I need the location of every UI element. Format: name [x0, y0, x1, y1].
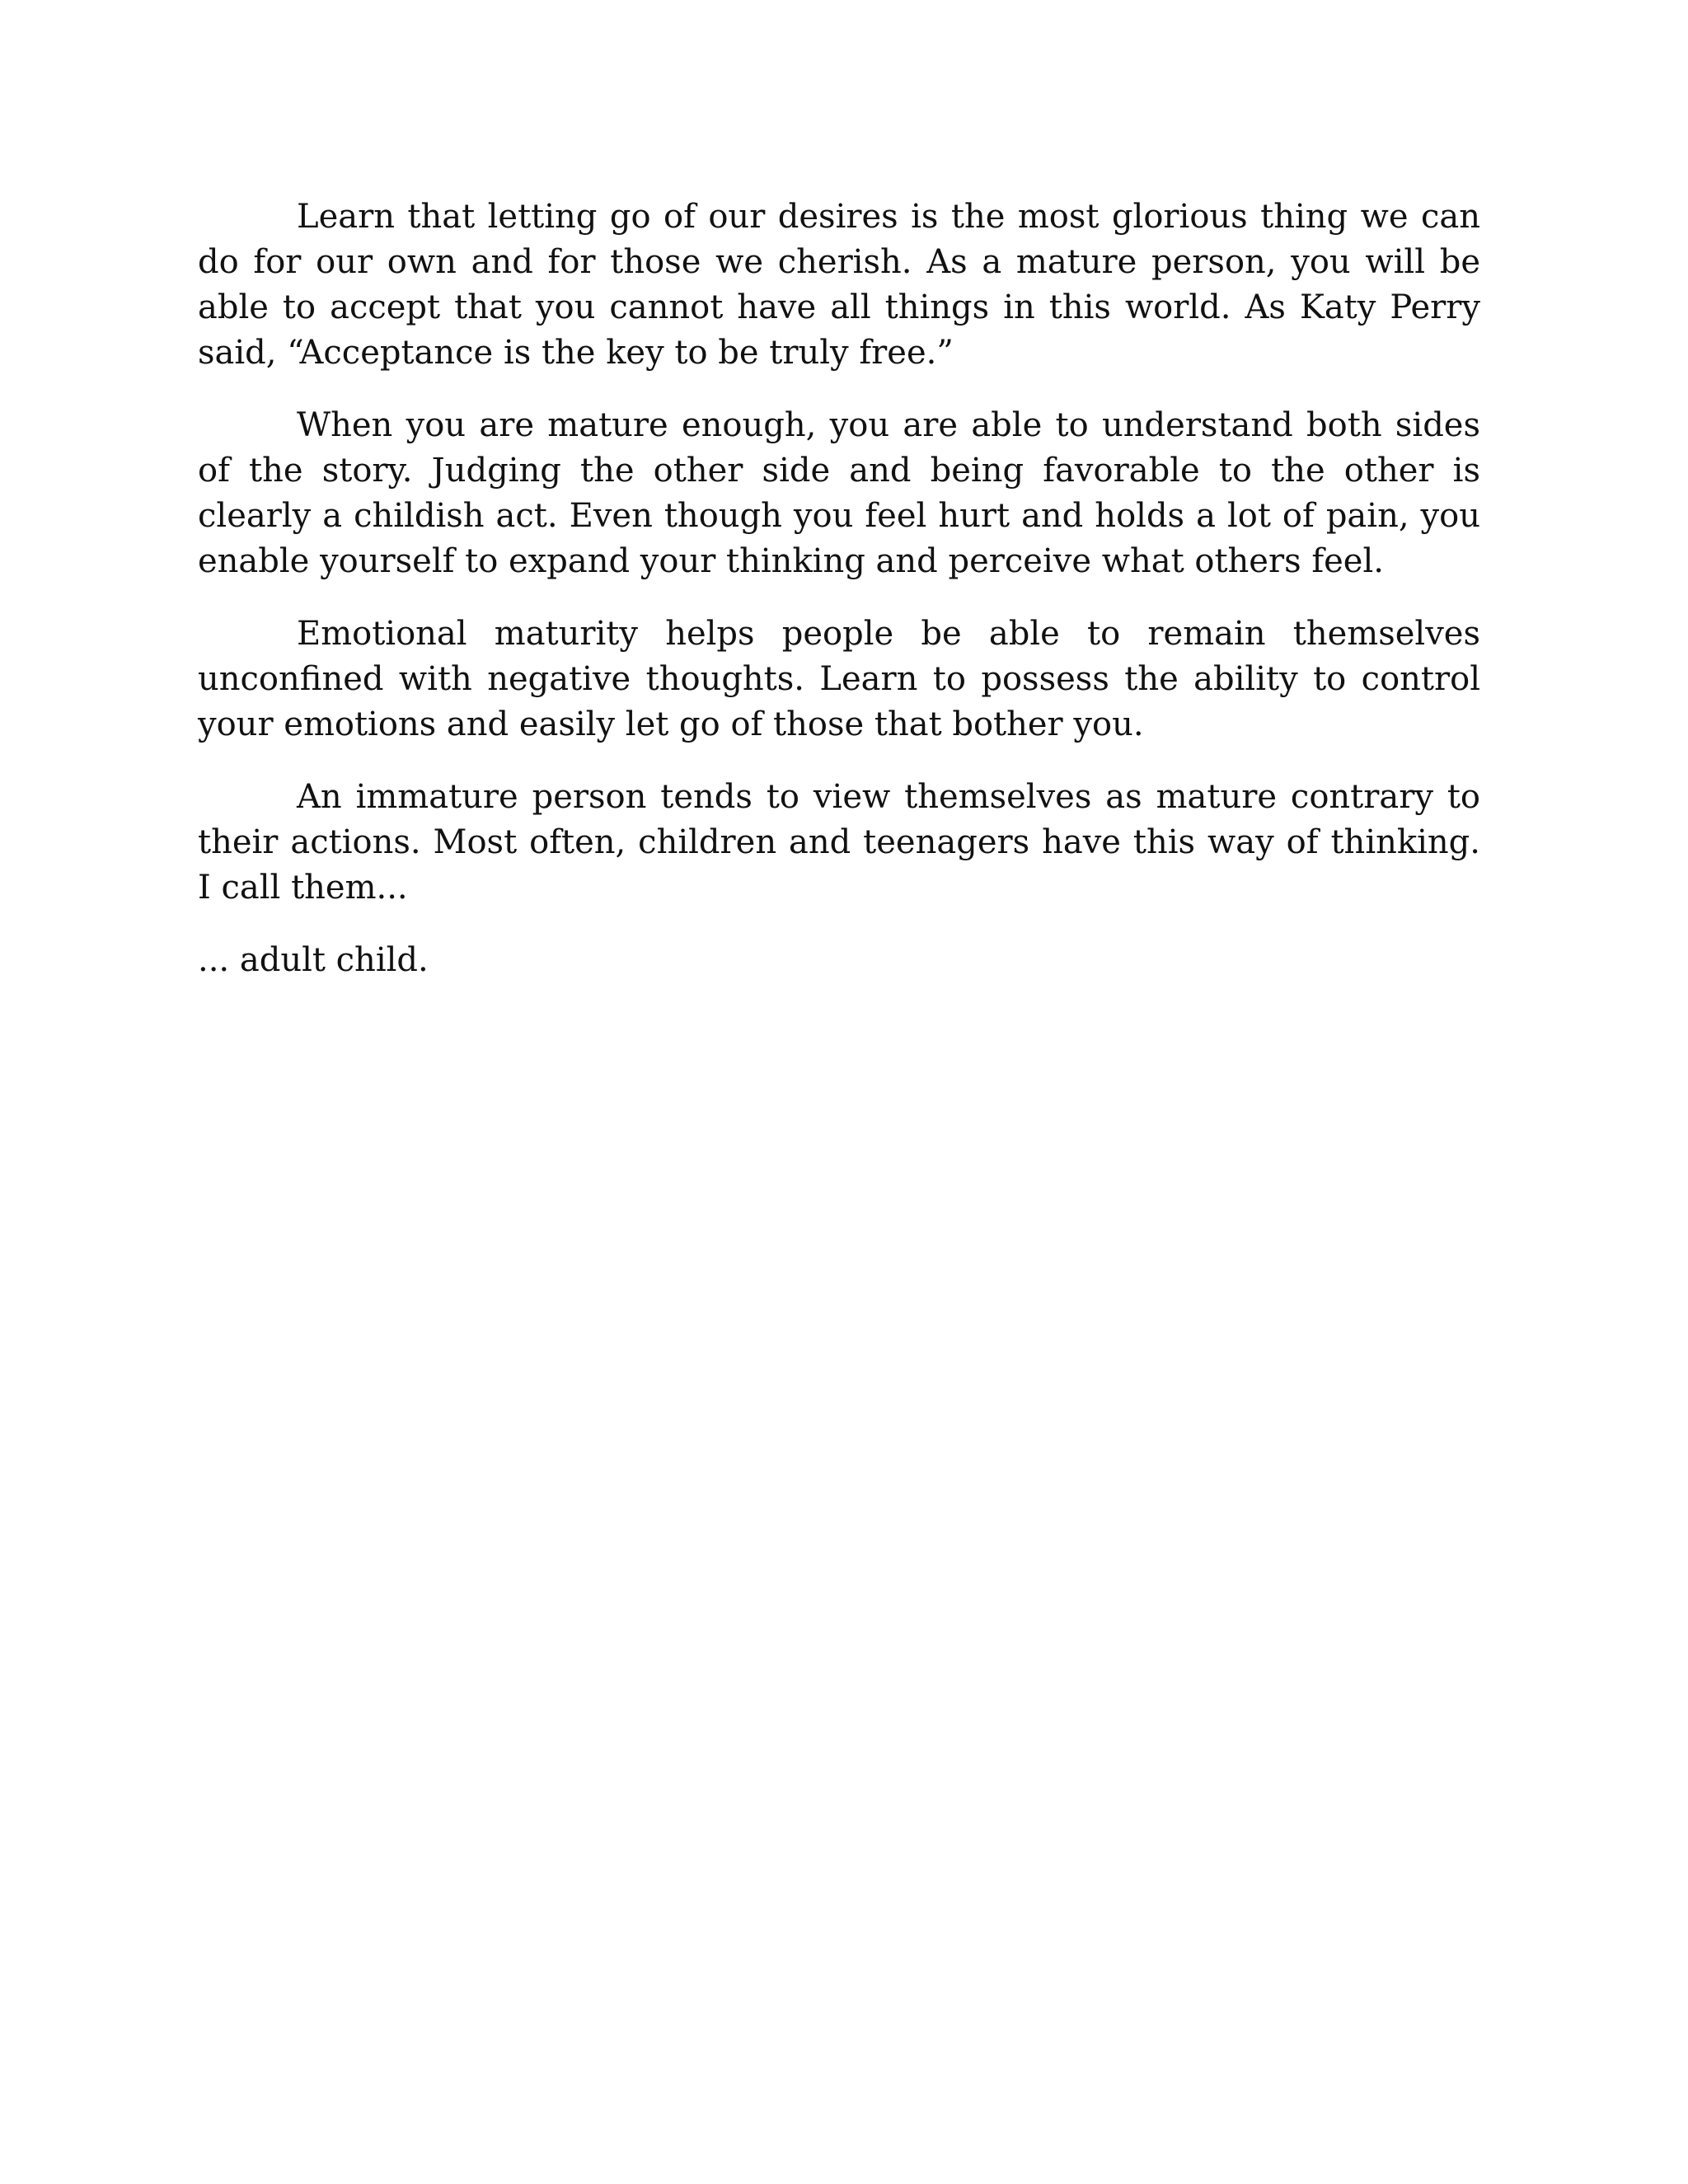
paragraph-letting-go: Learn that letting go of our desires is the most glorious thing we can do for our own and for those we cherish. As a mature person, you will be able to accept that you cannot have all things in this world. As Katy Perry said, “Acceptance is the key to be truly free.” — [198, 198, 1480, 372]
paragraph-both-sides: When you are mature enough, you are able to understand both sides of the story. Judging the other side and being favorable to the other is clearly a childish act. Even though you feel hurt and holds a lot of pain, you enable yourself to expand your thinking and perceive what others feel. — [198, 406, 1480, 580]
paragraph-immature-person: An immature person tends to view themselves as mature contrary to their actions. Most often, children and teenagers have this way of thinking. I call them... — [198, 778, 1480, 907]
body-text — [198, 194, 1480, 1010]
paragraph-emotional-maturity: Emotional maturity helps people be able to remain themselves unconfined with negative thoughts. Learn to possess the ability to control your emotions and easily let go of those that bother you. — [198, 615, 1480, 743]
paragraph-adult-child: ... adult child. — [198, 941, 429, 979]
